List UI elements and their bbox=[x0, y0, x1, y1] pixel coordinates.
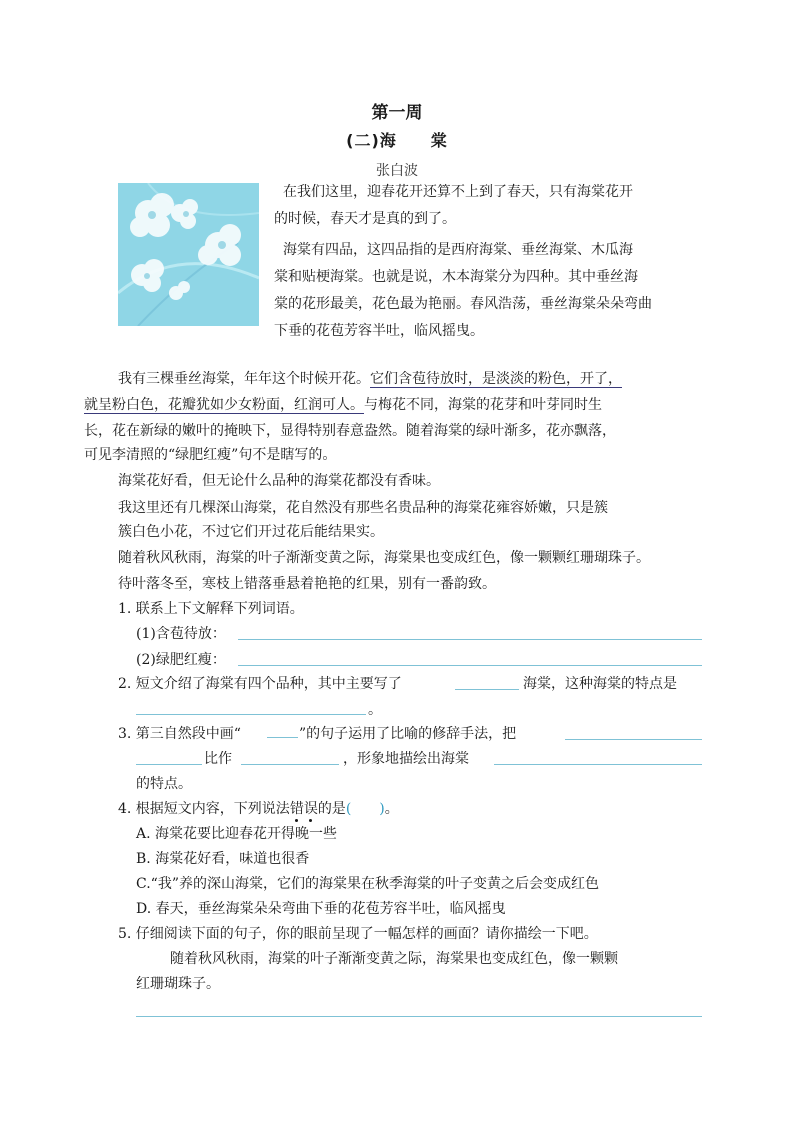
question-1: 1. 联系上下文解释下列词语。 bbox=[118, 601, 304, 617]
paragraph-7: 待叶落冬至，寒枝上错落垂悬着艳艳的红果，别有一番韵致。 bbox=[118, 576, 496, 592]
question-5-answer-line[interactable] bbox=[136, 1016, 702, 1017]
paragraph-2-line-1: 海棠有四品，这四品指的是西府海棠、垂丝海棠、木瓜海 bbox=[283, 242, 633, 258]
paragraph-3-line-4: 可见李清照的“绿肥红瘦”句不是瞎写的。 bbox=[84, 447, 337, 463]
paragraph-1-line-2: 的时候，春天才是真的到了。 bbox=[274, 211, 456, 227]
option-a[interactable]: A. 海棠花要比迎春花开得晚一些 bbox=[136, 826, 338, 842]
paragraph-4: 海棠花好看，但无论什么品种的海棠花都没有香味。 bbox=[118, 473, 440, 489]
paragraph-3-line-1: 我有三棵垂丝海棠，年年这个时候开花。它们含苞待放时，是淡淡的粉色，开了， bbox=[118, 371, 622, 387]
option-b[interactable]: B. 海棠花好看，味道也很香 bbox=[136, 851, 310, 867]
question-3-start: 3. 第三自然段中画“ bbox=[118, 726, 241, 742]
question-3-end: 的特点。 bbox=[136, 776, 192, 792]
question-2-end: 。 bbox=[368, 702, 382, 718]
question-2-mid: 海棠，这种海棠的特点是 bbox=[523, 676, 677, 692]
paragraph-2-line-3: 棠的花形最美，花色最为艳丽。春风浩荡，垂丝海棠朵朵弯曲 bbox=[274, 296, 652, 312]
question-3-desc: ，形象地描绘出海棠 bbox=[343, 751, 469, 767]
paragraph-5-line-1: 我这里还有几棵深山海棠，花自然没有那些名贵品种的海棠花雍容娇嫩，只是簇 bbox=[118, 500, 608, 516]
question-3-mid: ”的句子运用了比喻的修辞手法，把 bbox=[299, 726, 517, 742]
paragraph-1-line-1: 在我们这里，迎春花开还算不上到了春天，只有海棠花开 bbox=[283, 184, 633, 200]
question-2-blank-2[interactable] bbox=[136, 714, 366, 715]
question-5-quote-line-1: 随着秋风秋雨，海棠的叶子渐渐变黄之际，海棠果也变成红色，像一颗颗 bbox=[170, 951, 618, 967]
flower-illustration bbox=[118, 183, 259, 326]
paragraph-6: 随着秋风秋雨，海棠的叶子渐渐变黄之际，海棠果也变成红色，像一颗颗红珊瑚珠子。 bbox=[118, 550, 650, 566]
emphasis-dot-char: 错 bbox=[289, 801, 304, 817]
paragraph-2-line-4: 下垂的花苞芳容半吐，临风摇曳。 bbox=[274, 323, 484, 339]
paragraph-5-line-2: 簇白色小花，不过它们开过花后能结果实。 bbox=[118, 524, 384, 540]
emphasis-dot-char: 误 bbox=[303, 801, 318, 817]
question-3-blank-2[interactable] bbox=[136, 764, 202, 765]
question-3-underline-sample bbox=[267, 737, 298, 738]
question-5: 5. 仔细阅读下面的句子，你的眼前呈现了一幅怎样的画面？请你描绘一下吧。 bbox=[118, 926, 598, 942]
question-2-blank-1[interactable] bbox=[455, 689, 519, 690]
question-3-blank-1[interactable] bbox=[565, 739, 702, 740]
article-title: (二)海 棠 bbox=[346, 131, 448, 150]
question-3-blank-3[interactable] bbox=[241, 764, 339, 765]
week-heading: 第一周 bbox=[371, 103, 423, 123]
question-2-start: 2. 短文介绍了海棠有四个品种，其中主要写了 bbox=[118, 676, 402, 692]
question-5-quote-line-2: 红珊瑚珠子。 bbox=[136, 976, 220, 992]
question-1b-label: (2)绿肥红瘦： bbox=[136, 652, 226, 668]
answer-parentheses[interactable]: ( ) bbox=[345, 801, 385, 817]
question-1b-answer-line[interactable] bbox=[238, 665, 702, 666]
underlined-sentence-part-2: 就呈粉白色，花瓣犹如少女粉面，红润可人。 bbox=[84, 397, 364, 413]
option-c[interactable]: C.“我”养的深山海棠，它们的海棠果在秋季海棠的叶子变黄之后会变成红色 bbox=[136, 876, 599, 892]
paragraph-3-line-3: 长，花在新绿的嫩叶的掩映下，显得特别春意盎然。随着海棠的绿叶渐多，花亦飘落， bbox=[84, 423, 616, 439]
question-1a-answer-line[interactable] bbox=[238, 639, 702, 640]
paragraph-2-line-2: 棠和贴梗海棠。也就是说，木本海棠分为四种。其中垂丝海 bbox=[274, 269, 638, 285]
underlined-sentence-part-1: 它们含苞待放时，是淡淡的粉色，开了， bbox=[370, 371, 622, 387]
question-3-compare: 比作 bbox=[204, 751, 232, 767]
question-4: 4. 根据短文内容，下列说法错误的是( )。 bbox=[118, 801, 399, 817]
question-3-blank-4[interactable] bbox=[494, 764, 702, 765]
option-d[interactable]: D. 春天，垂丝海棠朵朵弯曲下垂的花苞芳容半吐，临风摇曳 bbox=[136, 901, 506, 917]
question-1a-label: (1)含苞待放： bbox=[136, 626, 226, 642]
paragraph-3-line-2: 就呈粉白色，花瓣犹如少女粉面，红润可人。与梅花不同，海棠的花芽和叶芽同时生 bbox=[84, 397, 602, 413]
article-author: 张白波 bbox=[376, 163, 418, 179]
